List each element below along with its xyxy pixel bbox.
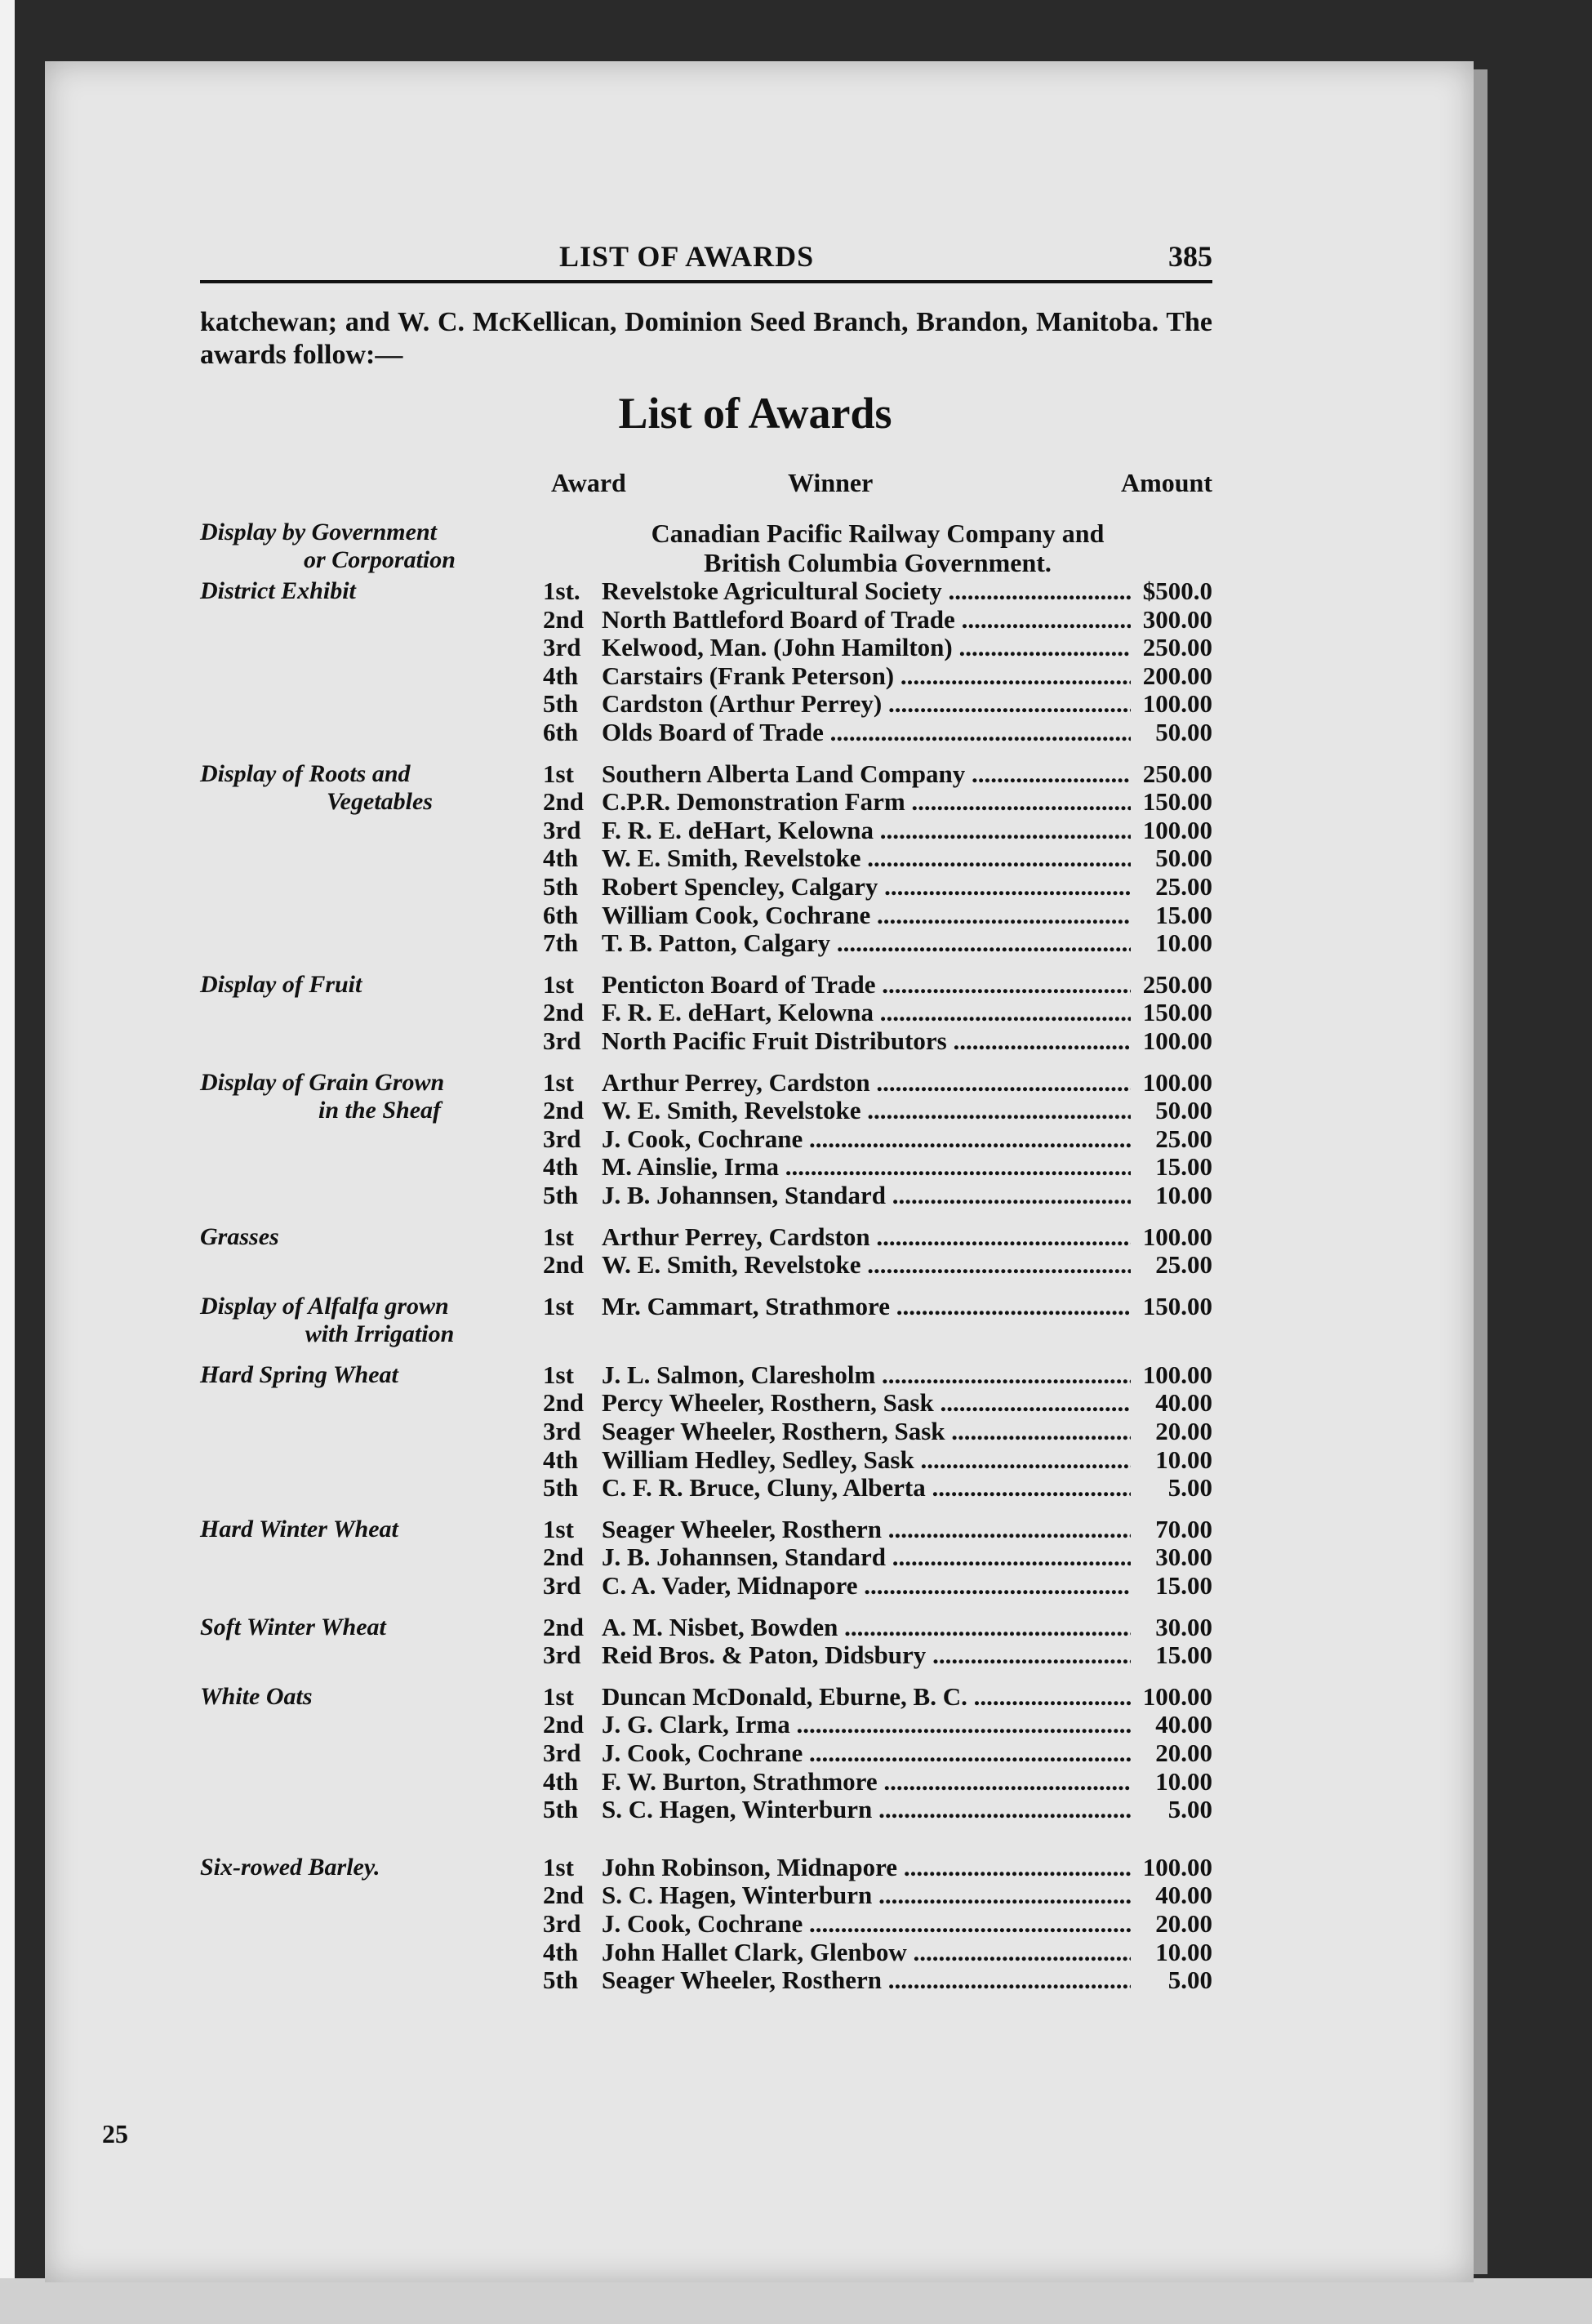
category-label (200, 971, 527, 999)
award-place: 3rd (543, 1739, 581, 1767)
category-label (200, 1614, 527, 1641)
award-row (543, 1854, 1212, 1881)
award-amount: 250.00 (1142, 633, 1212, 662)
award-row (543, 971, 1212, 999)
award-winner: Arthur Perrey, Cardston ..... (602, 1069, 1131, 1097)
category-label-line1: White Oats (200, 1682, 313, 1710)
category-label (200, 1293, 527, 1348)
category-label-line2: in the Sheaf (318, 1096, 442, 1124)
award-amount: 100.00 (1142, 1067, 1212, 1097)
award-winner: J. L. Salmon, Claresholm ..... (602, 1361, 1131, 1389)
award-row (543, 1939, 1212, 1966)
award-place: 2nd (543, 1612, 584, 1641)
award-amount: 40.00 (1155, 1881, 1212, 1910)
award-winner: F. R. E. deHart, Kelowna ..... (602, 999, 1131, 1026)
award-row (543, 788, 1212, 816)
award-amount: 15.00 (1155, 1641, 1212, 1670)
award-amount: 50.00 (1155, 1096, 1212, 1125)
award-row (543, 606, 1212, 634)
category-label (200, 1854, 527, 1881)
award-place: 2nd (543, 1250, 584, 1280)
award-row (543, 690, 1212, 718)
column-header-winner: Winner (788, 468, 874, 497)
award-place: 3rd (543, 1417, 581, 1445)
award-row (543, 1153, 1212, 1181)
award-row (543, 1881, 1212, 1909)
award-place: 2nd (543, 1881, 584, 1910)
award-row (543, 719, 1212, 746)
award-winner: North Pacific Fruit Distributors ..... (602, 1027, 1131, 1055)
award-place: 2nd (543, 1388, 584, 1418)
award-place: 5th (543, 689, 579, 719)
award-place: 5th (543, 1795, 579, 1824)
category-label (200, 760, 527, 816)
award-amount: 100.00 (1142, 1681, 1212, 1711)
award-row (543, 1641, 1212, 1669)
category-label-line1: Hard Winter Wheat (200, 1515, 398, 1543)
award-amount: 40.00 (1155, 1710, 1212, 1739)
award-place: 5th (543, 1473, 579, 1503)
award-place: 2nd (543, 604, 584, 634)
award-row (543, 1389, 1212, 1417)
category-label-line1: Display of Alfalfa grown (200, 1292, 449, 1320)
award-place: 7th (543, 928, 579, 958)
award-place: 2nd (543, 1543, 584, 1572)
award-winner: T. B. Patton, Calgary ..... (602, 929, 1131, 957)
award-row (543, 1182, 1212, 1209)
award-row (543, 634, 1212, 661)
category-label (200, 1361, 527, 1389)
award-amount: 15.00 (1155, 900, 1212, 929)
award-place: 1st (543, 1360, 574, 1389)
award-winner: Southern Alberta Land Company ..... (602, 760, 1131, 788)
award-row (543, 577, 1212, 605)
award-winner: J. B. Johannsen, Standard ..... (602, 1182, 1131, 1209)
award-winner: Robert Spencley, Calgary ..... (602, 873, 1131, 901)
award-statement-line: British Columbia Government. (704, 548, 1052, 577)
category-label (200, 519, 527, 574)
award-place: 1st (543, 1222, 574, 1251)
award-row (543, 1069, 1212, 1097)
award-place: 2nd (543, 787, 584, 817)
category-label-line2: with Irrigation (305, 1320, 455, 1347)
award-amount: 15.00 (1155, 1152, 1212, 1182)
document-page (45, 61, 1474, 2282)
award-row (543, 817, 1212, 844)
award-place: 1st (543, 1681, 574, 1711)
award-row (543, 1027, 1212, 1055)
award-row (543, 1739, 1212, 1767)
award-amount: 5.00 (1167, 1795, 1212, 1824)
award-place: 4th (543, 661, 579, 690)
award-amount: 50.00 (1155, 844, 1212, 873)
intro-paragraph: katchewan; and W. C. McKellican, Dominion Seed Branch, Brandon, Manitoba. The awards follow:— (200, 307, 1212, 370)
award-row (543, 1711, 1212, 1739)
award-place: 1st (543, 1514, 574, 1543)
award-row (543, 1418, 1212, 1445)
award-winner: William Hedley, Sedley, Sask ..... (602, 1446, 1131, 1474)
award-amount: 150.00 (1142, 1291, 1212, 1320)
award-amount: 5.00 (1167, 1966, 1212, 1995)
award-winner: S. C. Hagen, Winterburn ..... (602, 1881, 1131, 1909)
award-row (543, 1251, 1212, 1279)
award-amount: 50.00 (1155, 718, 1212, 746)
award-row (543, 1223, 1212, 1251)
award-row (543, 662, 1212, 690)
award-winner: Duncan McDonald, Eburne, B. C. ..... (602, 1683, 1131, 1711)
award-statement-line: Canadian Pacific Railway Company and (651, 519, 1105, 548)
award-row (543, 1125, 1212, 1153)
category-label-line1: District Exhibit (200, 577, 356, 604)
award-winner: C. F. R. Bruce, Cluny, Alberta ..... (602, 1474, 1131, 1502)
award-place: 1st (543, 969, 574, 999)
award-winner: Carstairs (Frank Peterson) ..... (602, 662, 1131, 690)
header-title: LIST OF AWARDS (559, 240, 815, 273)
award-row (543, 844, 1212, 872)
award-place: 3rd (543, 633, 581, 662)
award-winner: W. E. Smith, Revelstoke ..... (602, 1251, 1131, 1279)
award-place: 4th (543, 844, 579, 873)
column-header-award: Award (551, 468, 626, 497)
award-row (543, 1796, 1212, 1823)
award-place: 4th (543, 1152, 579, 1182)
award-row (543, 1474, 1212, 1502)
award-amount: 25.00 (1155, 872, 1212, 901)
award-place: 3rd (543, 1641, 581, 1670)
category-label-line1: Soft Winter Wheat (200, 1613, 386, 1641)
award-amount: 25.00 (1155, 1250, 1212, 1280)
category-label-line1: Display of Roots and (200, 759, 411, 787)
award-place: 5th (543, 1181, 579, 1209)
award-winner: Mr. Cammart, Strathmore ..... (602, 1293, 1131, 1320)
award-winner: J. G. Clark, Irma ..... (602, 1711, 1131, 1739)
scan-background-left (0, 0, 15, 2324)
category-label (200, 577, 527, 605)
category-label-line2: Vegetables (327, 787, 433, 815)
award-place: 4th (543, 1766, 579, 1796)
award-winner: A. M. Nisbet, Bowden ..... (602, 1614, 1131, 1641)
award-amount: 100.00 (1142, 1360, 1212, 1389)
award-amount: 20.00 (1155, 1909, 1212, 1938)
award-place: 3rd (543, 1909, 581, 1938)
award-amount: $500.0 (1142, 577, 1212, 605)
award-row (543, 1293, 1212, 1320)
award-place: 1st (543, 759, 574, 788)
award-amount: 100.00 (1142, 1222, 1212, 1251)
award-amount: 150.00 (1142, 998, 1212, 1027)
award-row (543, 1516, 1212, 1543)
award-place: 2nd (543, 998, 584, 1027)
category-label (200, 1223, 527, 1251)
award-amount: 100.00 (1142, 1026, 1212, 1055)
award-winner: Arthur Perrey, Cardston ..... (602, 1223, 1131, 1251)
award-place: 1st (543, 1067, 574, 1097)
award-place: 2nd (543, 1096, 584, 1125)
award-amount: 15.00 (1155, 1571, 1212, 1600)
award-place: 6th (543, 718, 579, 746)
award-amount: 10.00 (1155, 1181, 1212, 1209)
page-number: 385 (1168, 240, 1212, 273)
award-amount: 100.00 (1142, 815, 1212, 844)
category-label-line1: Display of Grain Grown (200, 1068, 445, 1096)
award-winner: J. Cook, Cochrane ..... (602, 1125, 1131, 1153)
award-amount: 5.00 (1167, 1473, 1212, 1503)
award-amount: 200.00 (1142, 661, 1212, 690)
award-amount: 10.00 (1155, 1766, 1212, 1796)
award-amount: 40.00 (1155, 1388, 1212, 1418)
award-winner: J. Cook, Cochrane ..... (602, 1910, 1131, 1938)
award-amount: 70.00 (1155, 1514, 1212, 1543)
award-row (543, 1543, 1212, 1571)
scan-background-bottom (0, 2278, 1592, 2324)
running-header (200, 239, 1212, 283)
award-winner: C.P.R. Demonstration Farm ..... (602, 788, 1131, 816)
category-label-line1: Grasses (200, 1222, 279, 1250)
award-place: 3rd (543, 1026, 581, 1055)
award-row (543, 929, 1212, 957)
award-row (543, 1966, 1212, 1994)
award-row (543, 873, 1212, 901)
award-place: 3rd (543, 815, 581, 844)
award-row (543, 1097, 1212, 1124)
award-winner: Kelwood, Man. (John Hamilton) ..... (602, 634, 1131, 661)
award-amount: 150.00 (1142, 787, 1212, 817)
award-winner: Penticton Board of Trade ..... (602, 971, 1131, 999)
award-amount: 30.00 (1155, 1543, 1212, 1572)
column-header-amount: Amount (1120, 468, 1212, 497)
award-row (543, 999, 1212, 1026)
award-winner: W. E. Smith, Revelstoke ..... (602, 844, 1131, 872)
award-row (543, 1446, 1212, 1474)
award-winner: Revelstoke Agricultural Society ..... (602, 577, 1131, 605)
award-winner: J. B. Johannsen, Standard ..... (602, 1543, 1131, 1571)
award-place: 5th (543, 872, 579, 901)
award-amount: 100.00 (1142, 689, 1212, 719)
award-winner: J. Cook, Cochrane ..... (602, 1739, 1131, 1767)
award-row (543, 760, 1212, 788)
award-winner: Olds Board of Trade ..... (602, 719, 1131, 746)
award-winner: North Battleford Board of Trade ..... (602, 606, 1131, 634)
award-winner: W. E. Smith, Revelstoke ..... (602, 1097, 1131, 1124)
category-label-line1: Hard Spring Wheat (200, 1360, 398, 1388)
award-amount: 300.00 (1142, 604, 1212, 634)
category-label (200, 1683, 527, 1711)
award-amount: 25.00 (1155, 1124, 1212, 1153)
award-amount: 10.00 (1155, 1445, 1212, 1474)
award-row (543, 1614, 1212, 1641)
award-amount: 250.00 (1142, 759, 1212, 788)
award-row (543, 1683, 1212, 1711)
award-winner: William Cook, Cochrane ..... (602, 902, 1131, 929)
award-winner: F. W. Burton, Strathmore ..... (602, 1768, 1131, 1796)
award-winner: M. Ainslie, Irma ..... (602, 1153, 1131, 1181)
award-winner: Percy Wheeler, Rosthern, Sask ..... (602, 1389, 1131, 1417)
award-place: 3rd (543, 1571, 581, 1600)
award-amount: 20.00 (1155, 1739, 1212, 1767)
award-winner: Seager Wheeler, Rosthern ..... (602, 1516, 1131, 1543)
award-winner: Seager Wheeler, Rosthern, Sask ..... (602, 1418, 1131, 1445)
award-amount: 100.00 (1142, 1852, 1212, 1881)
category-label-line1: Six-rowed Barley. (200, 1853, 380, 1881)
award-winner: F. R. E. deHart, Kelowna ..... (602, 817, 1131, 844)
award-row (543, 1572, 1212, 1600)
award-place: 4th (543, 1937, 579, 1966)
category-label-line1: Display of Fruit (200, 970, 362, 998)
award-place: 4th (543, 1445, 579, 1474)
category-label-line2: or Corporation (304, 546, 456, 573)
award-winner: Seager Wheeler, Rosthern ..... (602, 1966, 1131, 1994)
award-row (543, 1768, 1212, 1796)
award-amount: 10.00 (1155, 1937, 1212, 1966)
award-amount: 20.00 (1155, 1417, 1212, 1445)
award-amount: 30.00 (1155, 1612, 1212, 1641)
award-place: 1st (543, 1291, 574, 1320)
award-winner: John Hallet Clark, Glenbow ..... (602, 1939, 1131, 1966)
list-title: List of Awards (618, 389, 892, 438)
award-winner: John Robinson, Midnapore ..... (602, 1854, 1131, 1881)
award-place: 3rd (543, 1124, 581, 1153)
award-amount: 10.00 (1155, 928, 1212, 958)
award-row (543, 902, 1212, 929)
award-row (543, 1910, 1212, 1938)
award-winner: Cardston (Arthur Perrey) ..... (602, 690, 1131, 718)
award-row (543, 1361, 1212, 1389)
category-label (200, 1516, 527, 1543)
award-place: 1st. (543, 577, 580, 605)
award-winner: C. A. Vader, Midnapore ..... (602, 1572, 1131, 1600)
award-place: 6th (543, 900, 579, 929)
category-label (200, 1069, 527, 1124)
footer-number: 25 (102, 2119, 128, 2148)
award-winner: S. C. Hagen, Winterburn ..... (602, 1796, 1131, 1823)
category-label-line1: Display by Government (200, 519, 437, 545)
award-place: 2nd (543, 1710, 584, 1739)
award-place: 5th (543, 1966, 579, 1995)
award-place: 1st (543, 1852, 574, 1881)
award-amount: 250.00 (1142, 969, 1212, 999)
award-winner: Reid Bros. & Paton, Didsbury ..... (602, 1641, 1131, 1669)
